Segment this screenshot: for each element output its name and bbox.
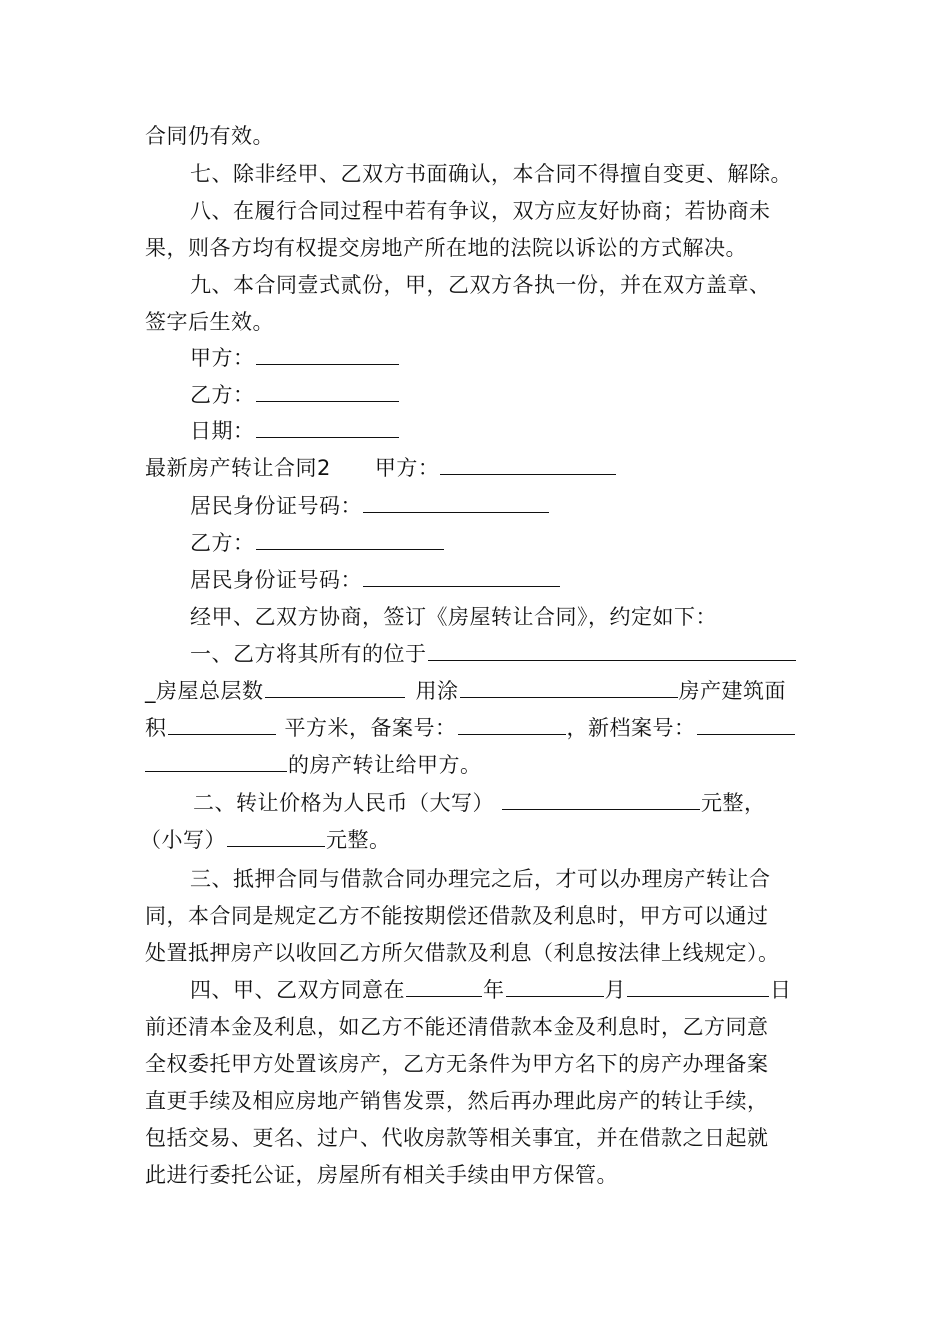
text-line [0, 450, 950, 486]
text-line [0, 1083, 950, 1119]
paragraph-text: 前还清本金及利息，如乙方不能还清借款本金及利息时，乙方同意 [145, 1015, 769, 1039]
text-line [0, 636, 950, 672]
text-line [0, 118, 950, 154]
text-line [0, 599, 950, 635]
text-line [0, 710, 950, 746]
agreement-intro: 经甲、乙双方协商，签订《房屋转让合同》，约定如下： [190, 605, 717, 629]
area-label-end: 积 [145, 716, 167, 740]
price-small-label: （小写） [140, 828, 226, 852]
archive-number-blank-cont [145, 749, 287, 772]
price-small-blank [227, 824, 325, 847]
year-label: 年 [483, 978, 505, 1002]
text-line [0, 304, 950, 340]
paragraph-text: 果，则各方均有权提交房地产所在地的法院以诉讼的方式解决。 [145, 236, 747, 260]
date-label: 日期： [190, 419, 255, 443]
area-label: 房产建筑面 [678, 679, 786, 703]
month-blank [506, 974, 604, 997]
clause-7: 七、除非经甲、乙双方书面确认，本合同不得擅自变更、解除。 [190, 162, 792, 186]
text-line [0, 193, 950, 229]
text-line [0, 525, 950, 561]
usage-blank [460, 675, 678, 698]
text-line [0, 1046, 950, 1082]
text-line [0, 822, 950, 858]
paragraph-text: 合同仍有效。 [145, 124, 274, 148]
id-number-label: 居民身份证号码： [190, 568, 362, 592]
signature-line [0, 413, 950, 449]
paragraph-text: 全权委托甲方处置该房产，乙方无条件为甲方名下的房产办理备案 [145, 1052, 769, 1076]
record-number-label: 平方米，备案号： [284, 716, 457, 740]
signature-line [0, 377, 950, 413]
text-line [0, 935, 950, 971]
paragraph-text: 处置抵押房产以收回乙方所欠借款及利息（利息按法律上线规定）。 [145, 941, 780, 965]
clause-4: 四、甲、乙双方同意在 [190, 978, 405, 1002]
transfer-text: 的房产转让给甲方。 [288, 753, 482, 777]
day-blank [627, 974, 769, 997]
paragraph-text: 包括交易、更名、过户、代收房款等相关事宜，并在借款之日起就 [145, 1126, 769, 1150]
party-a-blank [440, 452, 616, 475]
clause-3: 三、抵押合同与借款合同办理完之后，才可以办理房产转让合 [190, 867, 771, 891]
floors-blank [265, 675, 405, 698]
date-blank [256, 415, 399, 438]
contract-title: 最新房产转让合同2 [145, 456, 331, 480]
text-line [0, 972, 950, 1008]
id-number-label: 居民身份证号码： [190, 494, 362, 518]
paragraph-text: 同，本合同是规定乙方不能按期偿还借款及利息时，甲方可以通过 [145, 904, 769, 928]
paragraph-text: 此进行委托公证，房屋所有相关手续由甲方保管。 [145, 1163, 618, 1187]
text-line [0, 673, 950, 709]
text-line [0, 1157, 950, 1193]
paragraph-text: 签字后生效。 [145, 310, 274, 334]
clause-1: 一、乙方将其所有的位于 [190, 642, 427, 666]
year-blank [406, 974, 482, 997]
archive-number-blank [697, 712, 795, 735]
text-line [0, 488, 950, 524]
party-a-label: 甲方： [374, 456, 440, 480]
party-b-label: 乙方： [190, 383, 255, 407]
text-line [0, 785, 950, 821]
signature-line [0, 340, 950, 376]
usage-label: 用涂 [415, 679, 459, 703]
location-blank [428, 638, 796, 661]
party-a-blank [256, 342, 399, 365]
text-line [0, 562, 950, 598]
party-b-label: 乙方： [190, 531, 255, 555]
text-line [0, 747, 950, 783]
party-b-blank [256, 379, 399, 402]
archive-number-label: ，新档案号： [566, 716, 696, 740]
price-capital-blank [502, 787, 700, 810]
text-line [0, 898, 950, 934]
text-line [0, 267, 950, 303]
text-line [0, 1120, 950, 1156]
party-a-label: 甲方： [190, 346, 255, 370]
party-b-blank [256, 527, 444, 550]
text-line [0, 861, 950, 897]
month-label: 月 [604, 978, 626, 1002]
text-line [0, 230, 950, 266]
text-line [0, 1009, 950, 1045]
paragraph-text: 直更手续及相应房地产销售发票，然后再办理此房产的转让手续， [145, 1089, 769, 1113]
area-blank [168, 712, 276, 735]
clause-2: 二、转让价格为人民币（大写） [193, 791, 494, 815]
yuan-label: 元整。 [326, 828, 391, 852]
yuan-label: 元整， [701, 791, 766, 815]
id-number-blank [363, 490, 549, 513]
clause-8: 八、在履行合同过程中若有争议，双方应友好协商；若协商未 [190, 199, 771, 223]
day-label: 日 [770, 978, 792, 1002]
record-number-blank [458, 712, 566, 735]
clause-9: 九、本合同壹式贰份，甲，乙双方各执一份，并在双方盖章、 [190, 273, 771, 297]
id-number-blank [363, 564, 560, 587]
text-line [0, 156, 950, 192]
floors-label: _房屋总层数 [145, 679, 264, 703]
